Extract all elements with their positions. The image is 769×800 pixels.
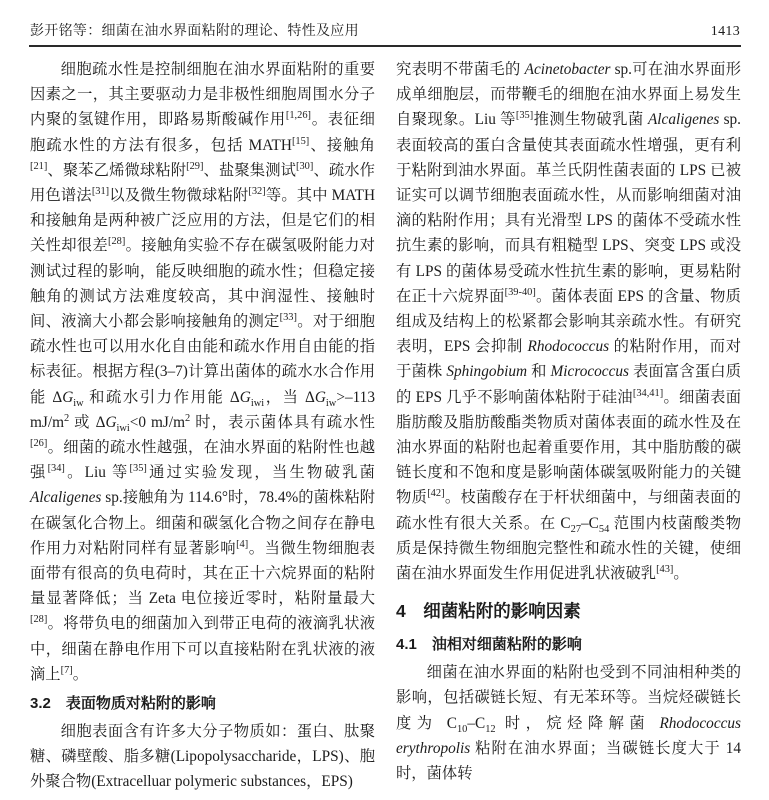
- section-title: 表面物质对粘附的影响: [65, 695, 216, 713]
- left-column: [30, 57, 375, 795]
- section-heading-4-1: [396, 633, 741, 657]
- body-paragraph: 究表明不带菌毛的 Acinetobacter sp.可在油水界面形成单细胞层，而带鞭毛的细胞在油水界面上易发生自聚现象。Liu 等[35]推测生物破乳菌 Alcaligenes sp.表面较高的蛋白含量使其表面疏水性增强，更有利于粘附到油水界面。革兰氏阴性菌表面的 LPS 已被证实可以调节细胞表面疏水性，从而影响细菌对油滴的粘附作用；具有光滑型 LPS 的菌体不受疏水性抗生素的影响，而具有粗糙型 LPS、突变 LPS 或没有 LPS 的菌体易受疏水性抗生素的影响，更易粘附在正十六烷界面[39-40]。菌体表面 EPS 的含量、物质组成及结构上的松紧都会影响其亲疏水性。有研究表明，EPS 会抑制 Rhodococcus 的粘附作用，而对于菌株 Sphingobium 和 Micrococcus 表面富含蛋白质的 EPS 几乎不影响菌体粘附于硅油[34,41]。细菌表面脂肪酸及脂肪酸酯类物质对菌体表面的疏水性及在油水界面的粘附也起着重要作用，其中脂肪酸的碳链长度和不饱和度是影响菌体碳氢吸附能力的关键物质[42]。枝菌酸存在于杆状细菌中，与细菌表面的疏水性有很大关系。在 $C_{27}-C_{54}$ 范围内枝菌酸类物质是保持微生物细胞完整性和疏水性的关键，使细菌在油水界面发生作用促进乳状液破乳[43]。: [396, 61, 742, 583]
- section-number: 4: [396, 601, 406, 622]
- section-heading-3-2: [30, 692, 375, 716]
- right-column: [396, 57, 741, 795]
- body-paragraph: 细菌在油水界面的粘附也受到不同油相种类的影响，包括碳链长短、有无苯环等。当烷烃碳链长度为 $C_{10}-C_{12}$ 时，烷烃降解菌 Rhodococcus erythropolis 粘附在油水界面；当碳链长度大于 14 时，菌体转: [396, 664, 741, 783]
- two-column-body: [0, 47, 769, 795]
- section-title: 油相对细菌粘附的影响: [431, 636, 582, 654]
- body-paragraph: 细胞疏水性是控制细胞在油水界面粘附的重要因素之一，其主要驱动力是非极性细胞周围水分子内聚的氢键作用，即路易斯酸碱作用[1,26]。表征细胞疏水性的方法有很多，包括 MATH[15]、接触角[21]、聚苯乙烯微球粘附[29]、盐聚集测试[30]、疏水作用色谱法[31]以及微生物微球粘附[32]等。其中 MATH 和接触角是两种被广泛应用的方法，但是它们的相关性却很差[28]。接触角实验不存在碳氢吸附能力对测试过程的影响，能反映细胞的疏水性；但稳定接触角的测试方法难度较高，其中润湿性、接触时间、液滴大小都会影响接触角的测定[33]。对于细胞疏水性也可以用水化自由能和疏水作用自由能的指标表征。根据方程(3–7)计算出菌体的疏水水合作用能 $\Delta G_{iw}$ 和疏水引力作用能 $\Delta G_{iwi}$，当 $\Delta G_{iw}>-113$ $mJ/m^2$ 或 $\Delta G_{iwi}<0$ $mJ/m^2$ 时，表示菌体具有疏水性[26]。细菌的疏水性越强，在油水界面的粘附性也越强[34]。Liu 等[35]通过实验发现，当生物破乳菌 Alcaligenes sp.接触角为 114.6°时，78.4%的菌株粘附在碳氢化合物上。细菌和碳氢化合物之间存在静电作用力对粘附同样有显著影响[4]。当微生物细胞表面带有很高的负电荷时，其在正十六烷界面的粘附量显著降低；当 Zeta 电位接近零时，粘附量最大[28]。将带负电的细菌加入到带正电荷的液滴乳状液中，细菌在静电作用下可以直接粘附在乳状液的液滴上[7]。: [30, 61, 375, 683]
- section-number: 3.2: [30, 695, 51, 713]
- section-title: 细菌粘附的影响因素: [423, 601, 581, 622]
- page-number: 1413: [710, 24, 740, 39]
- body-paragraph: 细胞表面含有许多大分子物质如：蛋白、肽聚糖、磷壁酸、脂多糖(Lipopolysaccharide，LPS)、胞外聚合物(Extracelluar polymeric substances，EPS): [30, 723, 375, 791]
- running-header: [0, 0, 769, 45]
- section-heading-4: [396, 598, 741, 624]
- running-title: 彭开铭等：细菌在油水界面粘附的理论、特性及应用: [30, 24, 359, 39]
- section-number: 4.1: [396, 636, 417, 654]
